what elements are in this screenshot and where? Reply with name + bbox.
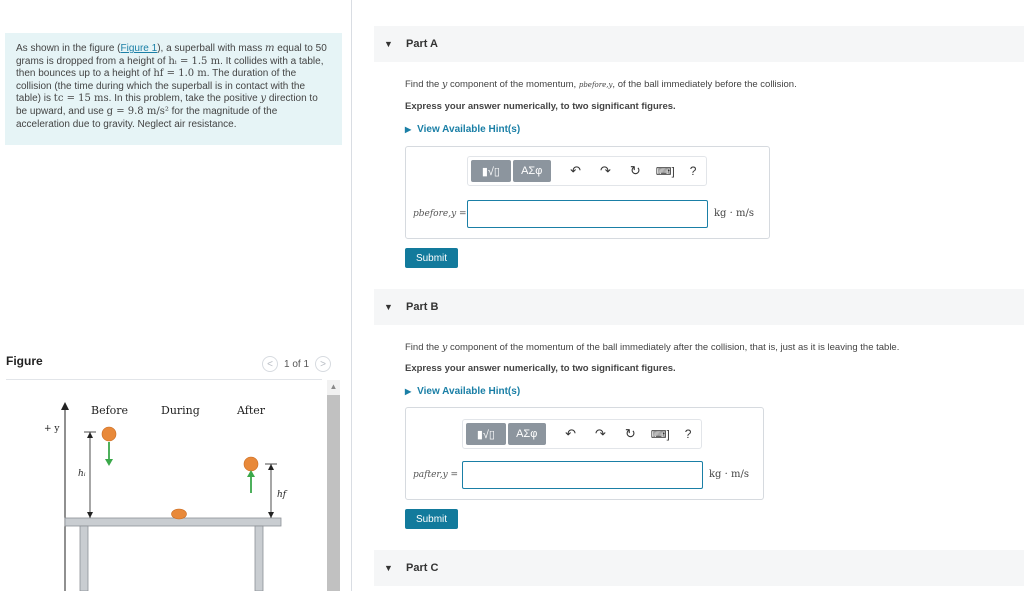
hi-label: hᵢ <box>78 469 86 479</box>
templates-button[interactable]: ▮√▯ <box>471 160 511 182</box>
y-axis-arrow-icon <box>61 402 69 410</box>
p-before-label: pbefore,y = <box>413 209 467 219</box>
hi-equation: hᵢ = 1.5 m <box>168 55 221 67</box>
problem-text: table) is <box>16 93 52 105</box>
problem-text: As shown in the figure ( <box>16 43 121 54</box>
table-leg-left <box>80 526 88 591</box>
reset-icon[interactable]: ↻ <box>629 163 641 178</box>
part-a-submit-button[interactable]: Submit <box>405 248 458 268</box>
problem-text: acceleration due to gravity. Neglect air resistance. <box>16 118 237 130</box>
part-a-hint-link[interactable] <box>405 124 520 135</box>
figure-page-count: 1 of 1 <box>284 358 310 370</box>
part-b-express-instructions: Express your answer numerically, to two significant figures. <box>405 363 676 374</box>
problem-text: direction to <box>268 93 318 105</box>
hi-arrow-up-icon <box>87 432 93 438</box>
undo-icon[interactable]: ↶ <box>570 163 582 178</box>
part-a-express-instructions: Express your answer numerically, to two significant figures. <box>405 101 676 112</box>
velocity-arrow-down-icon <box>105 459 113 466</box>
question-text: Find the <box>405 79 440 90</box>
table-top <box>65 518 281 526</box>
hi-arrow-down-icon <box>87 512 93 518</box>
part-c-header[interactable] <box>374 550 1024 586</box>
problem-text: ), a superball with mass <box>157 43 263 54</box>
next-figure-button[interactable]: > <box>315 356 331 372</box>
reset-icon[interactable]: ↻ <box>624 426 636 441</box>
prev-figure-button[interactable]: < <box>262 356 278 372</box>
part-a-header[interactable] <box>374 26 1024 62</box>
expand-triangle-icon: ▶ <box>405 387 412 396</box>
problem-text: . In this problem, take the positive <box>108 93 258 105</box>
ball-during <box>172 509 187 519</box>
part-b-question <box>405 342 899 353</box>
hf-arrow-up-icon <box>268 464 274 470</box>
part-c-title: Part C <box>406 562 439 574</box>
part-a-unit: kg · m/s <box>714 208 754 219</box>
undo-icon[interactable]: ↶ <box>565 426 577 441</box>
during-label: During <box>161 404 200 417</box>
p-after-label: pafter,y = <box>413 470 459 480</box>
figure-link[interactable]: Figure 1 <box>120 43 158 54</box>
hf-equation: hf = 1.0 m <box>153 68 207 80</box>
problem-text: . The duration of <box>206 68 280 80</box>
p-after-input[interactable] <box>462 461 703 489</box>
question-text: Find the <box>405 342 440 353</box>
y-symbol: y <box>260 93 267 105</box>
collapse-triangle-icon: ▼ <box>384 302 393 312</box>
problem-statement <box>5 33 342 145</box>
p-before-symbol: pbefore,y <box>578 81 613 89</box>
tc-equation: tc = 15 ms <box>53 93 109 105</box>
ball-after <box>244 457 258 471</box>
problem-text: 50 grams is dropped from a height of <box>16 43 327 67</box>
question-text: , of the ball immediately before the collision. <box>612 79 797 90</box>
part-a-question <box>405 79 797 90</box>
question-text: component of the momentum of the ball immediately after the collision, that is, just as it is leaving the table. <box>449 342 900 353</box>
part-b-header[interactable] <box>374 289 1024 325</box>
hf-arrow-down-icon <box>268 512 274 518</box>
hf-label: hf <box>277 490 287 500</box>
scroll-up-icon[interactable]: ▲ <box>329 382 338 391</box>
y-symbol: y <box>441 79 448 90</box>
collapse-triangle-icon: ▼ <box>384 563 393 573</box>
part-b-hint-link[interactable] <box>405 386 520 397</box>
before-label: Before <box>91 404 129 417</box>
problem-text: the collision (the time during which the superball is in contact with the <box>16 68 306 92</box>
hint-label: View Available Hint(s) <box>417 386 521 397</box>
figure-title: Figure <box>6 354 43 368</box>
templates-button[interactable]: ▮√▯ <box>466 423 506 445</box>
part-b-unit: kg · m/s <box>709 469 749 480</box>
redo-icon[interactable]: ↷ <box>599 163 611 178</box>
g-equation: g = 9.8 m/s² <box>106 105 169 117</box>
problem-text: equal to <box>277 43 313 54</box>
help-icon[interactable]: ? <box>684 427 692 441</box>
p-before-input[interactable] <box>467 200 708 228</box>
problem-text: table, then bounces up to a height of <box>16 55 324 80</box>
keyboard-icon[interactable]: ⌨] <box>655 165 675 178</box>
part-b-title: Part B <box>406 301 439 313</box>
keyboard-icon[interactable]: ⌨] <box>650 428 670 441</box>
part-b-submit-button[interactable]: Submit <box>405 509 458 529</box>
left-panel <box>0 0 352 591</box>
redo-icon[interactable]: ↷ <box>594 426 606 441</box>
help-icon[interactable]: ? <box>689 164 697 178</box>
collapse-triangle-icon: ▼ <box>384 39 393 49</box>
problem-text: for the magnitude of the <box>171 105 278 117</box>
figure-pager <box>262 356 331 372</box>
symbols-button[interactable]: ΑΣφ <box>513 160 551 182</box>
ball-before <box>102 427 116 441</box>
problem-text: be upward, and use <box>16 105 104 117</box>
velocity-arrow-up-icon <box>247 470 255 477</box>
superball-figure <box>38 396 298 591</box>
problem-text: . It collides with a <box>220 55 297 67</box>
plus-y-label: + y <box>44 424 60 434</box>
mass-symbol: m <box>265 43 275 54</box>
question-text: component of the momentum, <box>449 79 577 90</box>
part-a-math-toolbar <box>467 156 707 186</box>
symbols-button[interactable]: ΑΣφ <box>508 423 546 445</box>
part-a-title: Part A <box>406 38 438 50</box>
expand-triangle-icon: ▶ <box>405 125 412 134</box>
y-symbol: y <box>441 342 448 353</box>
part-b-math-toolbar <box>462 419 702 449</box>
divider <box>6 379 322 380</box>
table-leg-right <box>255 526 263 591</box>
after-label: After <box>237 404 266 417</box>
scrollbar-thumb[interactable] <box>327 395 340 591</box>
hint-label: View Available Hint(s) <box>417 124 521 135</box>
